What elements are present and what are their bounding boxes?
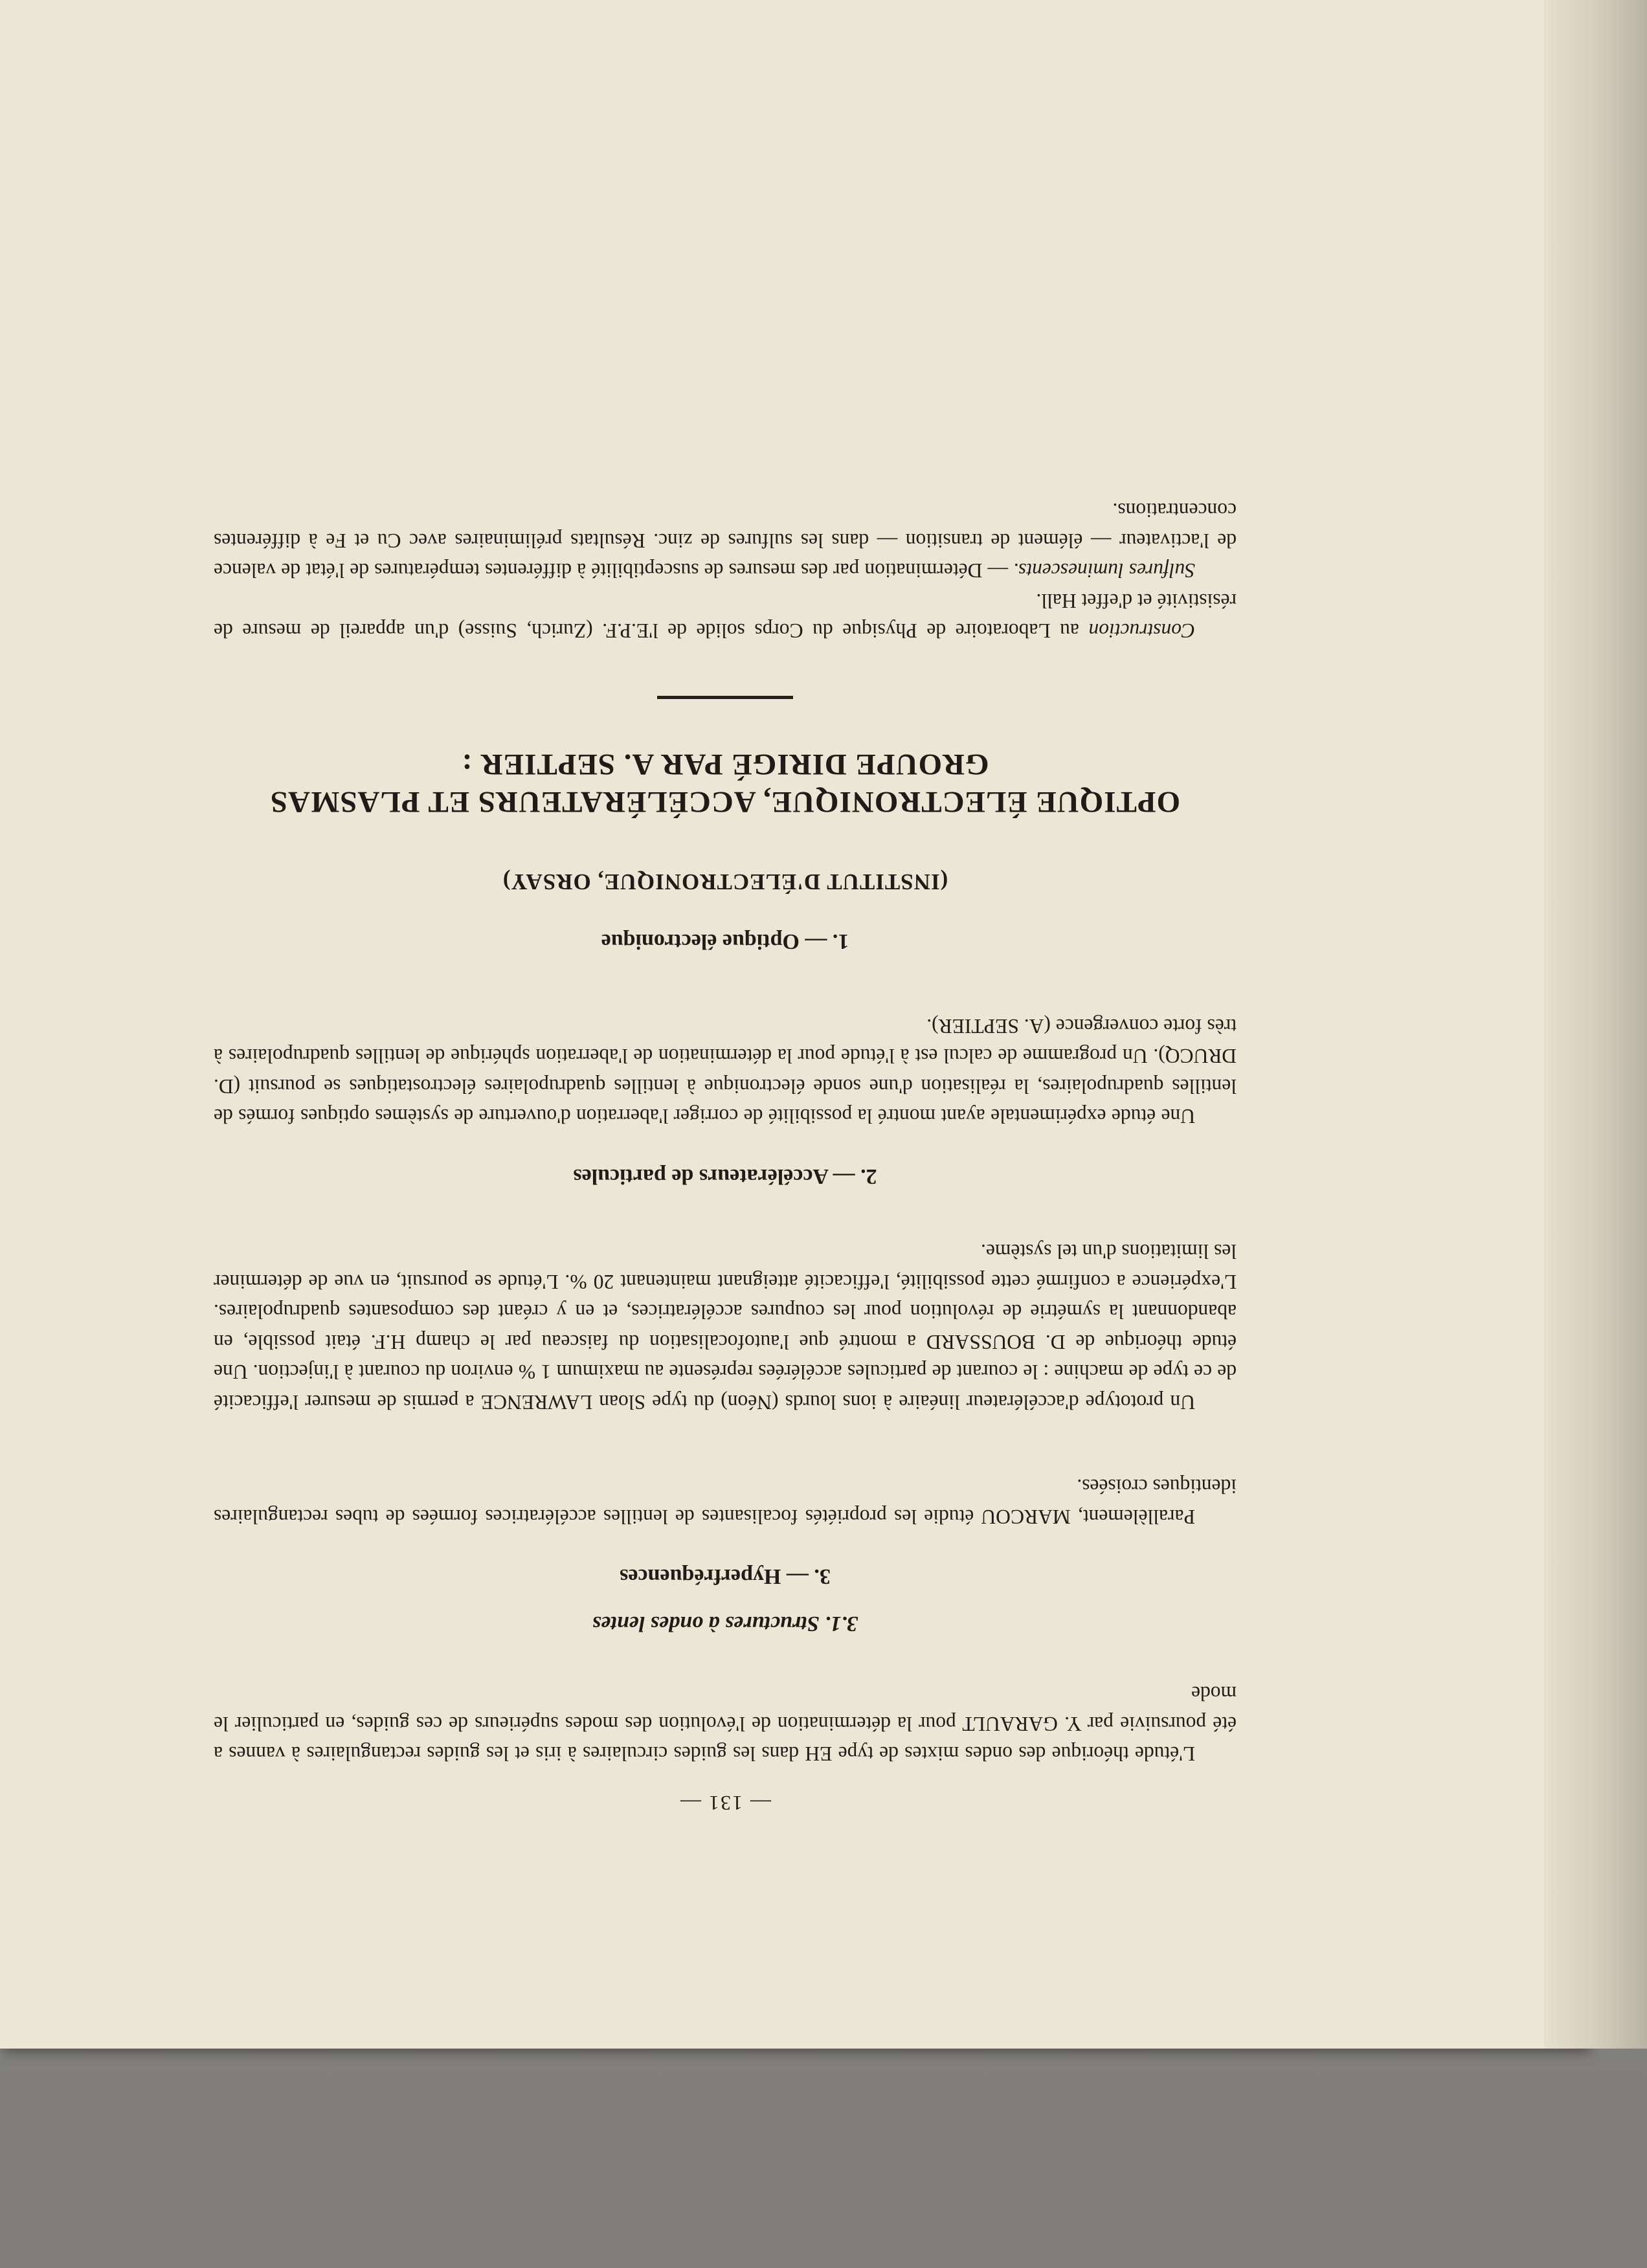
section3-heading: 3. — Hyperfréquences bbox=[620, 1564, 831, 1589]
section1-paragraph: Une étude expérimentale ayant montré la possibilité de corriger l'aberration d'ouverture de systèmes optiques formés de lentilles quadrupolaires, la réalisation d'une sonde électronique à lentilles quadrupolaires électrostatiques se poursuit (D. DRUCQ). Un programme de calcul est à l'étude pour la détermination de l'aberration sphérique de lentilles quadrupolaires à très forte convergence (A. SEPTIER). bbox=[214, 1015, 1237, 1128]
construction-text: au Laboratoire de Physique du Corps solide de l'E.P.F. (Zurich, Suisse) d'un appareil de mesure de résistivité et d'effet Hall. bbox=[214, 590, 1237, 643]
construction-paragraph bbox=[214, 586, 1237, 646]
section3-subheading: 3.1. Structures à ondes lentes bbox=[592, 1612, 858, 1636]
section2-paragraph-2: Parallèlement, MARCOU étudie les propriétés focalisantes de lentilles accélératrices formées de tubes rectangulaires identiques croisées. bbox=[214, 1475, 1237, 1528]
section2-heading: 2. — Accélérateurs de particules bbox=[573, 1164, 877, 1188]
institute-line: (INSTITUT D'ÉLECTRONIQUE, ORSAY) bbox=[502, 869, 948, 895]
section2-paragraph-1: Un prototype d'accélérateur linéaire à ions lourds (Néon) du type Sloan LAWRENCE a permis de mesurer l'efficacité de ce type de machine : le courant de particules accélérées représente au maximum 1 % environ du courant à l'injection. Une étude théorique de D. BOUSSARD a montré que l'autofocalisation du faisceau par le champ H.F. était possible, en abandonnant la symétrie de révolution pour les coupures accélératrices, et en y créant des composantes quadrupolaires. L'expérience a confirmé cette possibilité, l'efficacité atteignant maintenant 20 %. L'étude se poursuit, en vue de déterminer les limitations d'un tel système. bbox=[214, 1240, 1237, 1414]
page-number: — 131 — bbox=[679, 1792, 771, 1815]
construction-lead: Construction bbox=[1088, 619, 1195, 643]
section3-paragraph: L'étude théorique des ondes mixtes de type EH dans les guides circulaires à iris et les guides rectangulaires à vannes a été poursuivie par Y. GARAULT pour la détermination de l'évolution des modes supérieurs de ces guides, en particulier le mode bbox=[214, 1682, 1237, 1766]
horizontal-rule bbox=[657, 696, 793, 700]
sulfures-paragraph bbox=[214, 495, 1237, 586]
sulfures-text: — Détermination par des mesures de susceptibilité à différentes températures de l'état de valence de l'activateur — élément de transition — dans les sulfures de zinc. Résultats préliminaires avec Cu et Fe à différentes concentrations. bbox=[214, 499, 1237, 583]
page-binding-edge bbox=[1544, 0, 1647, 2049]
page-text-block bbox=[214, 495, 1237, 1818]
group-title-line-2: OPTIQUE ÉLECTRONIQUE, ACCÉLÉRATEURS ET PLASMAS bbox=[269, 785, 1181, 819]
sulfures-lead: Sulfures luminescents. bbox=[1013, 559, 1195, 583]
group-title-line-1: GROUPE DIRIGÉ PAR A. SEPTIER : bbox=[461, 748, 989, 782]
section1-heading: 1. — Optique électronique bbox=[601, 929, 849, 954]
